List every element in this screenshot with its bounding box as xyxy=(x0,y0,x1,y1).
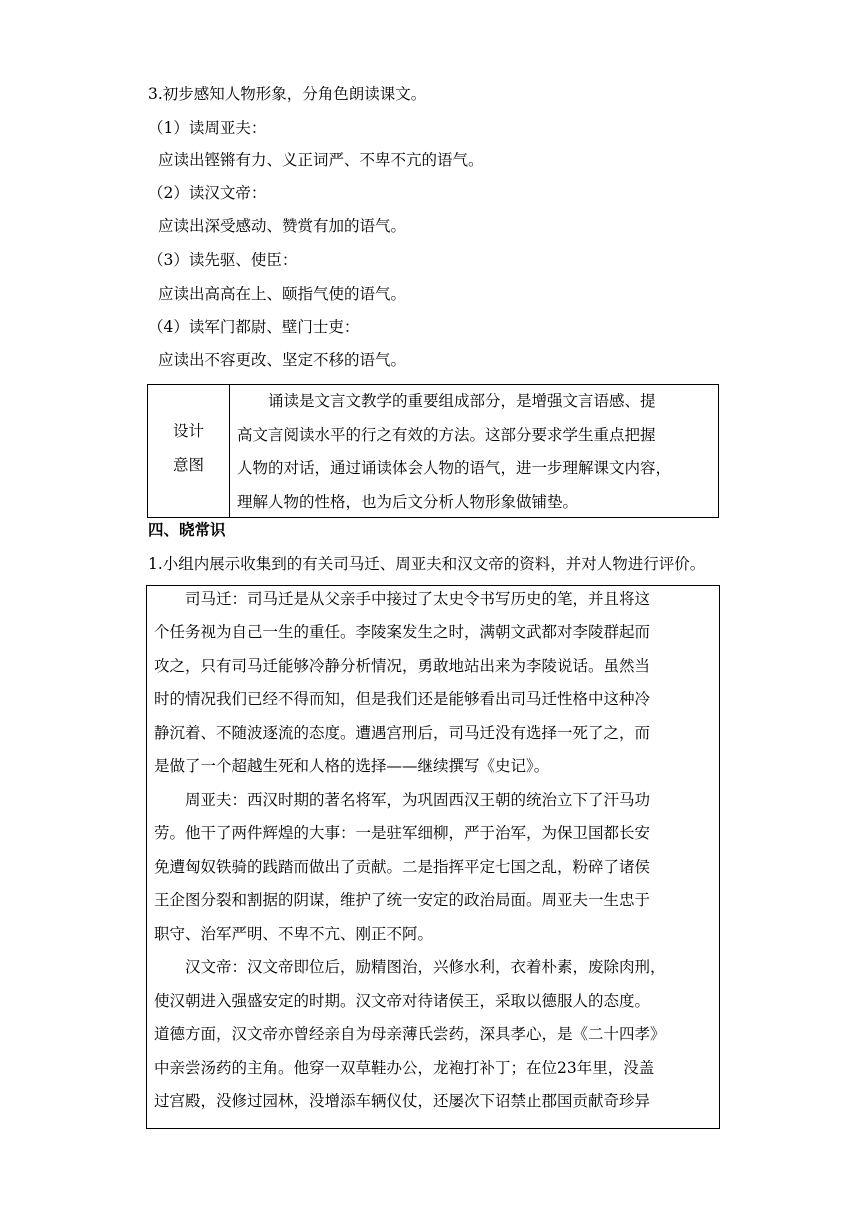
info-line: 周亚夫：西汉时期的著名将军，为巩固西汉王朝的统治立下了汗马功 xyxy=(154,791,651,809)
info-line: 劳。他干了两件辉煌的大事：一是驻军细柳，严于治军，为保卫国都长安 xyxy=(154,824,651,842)
design-text-line: 高文言阅读水平的行之有效的方法。这部分要求学生重点把握 xyxy=(237,425,656,444)
design-text-line: 理解人物的性格，也为后文分析人物形象做铺垫。 xyxy=(237,492,579,511)
item3-desc: 应读出高高在上、颐指气使的语气。 xyxy=(158,285,407,303)
design-text-line: 诵读是文言文教学的重要组成部分，是增强文言语感、提 xyxy=(237,392,656,410)
info-line: 使汉朝进入强盛安定的时期。汉文帝对待诸侯王，采取以德服人的态度。 xyxy=(154,992,651,1010)
info-line: 免遭匈奴铁骑的践踏而做出了贡献。二是指挥平定七国之乱，粉碎了诸侯 xyxy=(154,858,651,876)
info-line: 司马迁：司马迁是从父亲手中接过了太史令书写历史的笔，并且将这 xyxy=(154,590,651,608)
design-label-2: 意图 xyxy=(172,456,204,474)
info-line: 道德方面，汉文帝亦曾经亲自为母亲薄氏尝药，深具孝心，是《二十四孝》 xyxy=(154,1025,666,1043)
item2-label: （2）读汉文帝： xyxy=(148,184,267,202)
info-line: 静沉着、不随波逐流的态度。遭遇宫刑后，司马迁没有选择一死了之，而 xyxy=(154,724,651,742)
info-line: 王企图分裂和割据的阴谋，维护了统一安定的政治局面。周亚夫一生忠于 xyxy=(154,891,651,909)
section4-question: 1.小组内展示收集到的有关司马迁、周亚夫和汉文帝的资料，并对人物进行评价。 xyxy=(148,555,706,573)
character-info-box xyxy=(146,585,720,1129)
info-line: 中亲尝汤药的主角。他穿一双草鞋办公，龙袍打补丁；在位23年里，没盖 xyxy=(154,1059,655,1077)
item1-desc: 应读出铿锵有力、义正词严、不卑不亢的语气。 xyxy=(158,151,484,169)
item2-desc: 应读出深受感动、赞赏有加的语气。 xyxy=(158,217,407,235)
info-line: 职守、治军严明、不卑不亢、刚正不阿。 xyxy=(154,925,434,943)
section4-heading: 四、晓常识 xyxy=(148,521,226,539)
info-line: 时的情况我们已经不得而知，但是我们还是能够看出司马迁性格中这种冷 xyxy=(154,690,651,708)
info-line: 个任务视为自己一生的重任。李陵案发生之时，满朝文武都对李陵群起而 xyxy=(154,623,651,641)
design-text-line: 人物的对话，通过诵读体会人物的语气，进一步理解课文内容， xyxy=(237,459,672,477)
item4-desc: 应读出不容更改、坚定不移的语气。 xyxy=(158,351,407,369)
box-divider xyxy=(229,385,230,517)
info-line: 是做了一个超越生死和人格的选择——继续撰写《史记》。 xyxy=(154,757,550,775)
info-line: 过宫殿，没修过园林，没增添车辆仪仗，还屡次下诏禁止郡国贡献奇珍异 xyxy=(154,1092,651,1110)
info-line: 攻之，只有司马迁能够冷静分析情况，勇敢地站出来为李陵说话。虽然当 xyxy=(154,657,651,675)
item1-label: （1）读周亚夫： xyxy=(148,119,267,137)
item4-label: （4）读军门都尉、壁门士吏： xyxy=(148,318,360,336)
design-intent-text xyxy=(237,385,712,519)
item3-label: （3）读先驱、使臣： xyxy=(148,251,298,269)
design-label-1: 设计 xyxy=(172,422,204,440)
section3-title: 3.初步感知人物形象，分角色朗读课文。 xyxy=(148,85,427,103)
info-line: 汉文帝：汉文帝即位后，励精图治，兴修水利，衣着朴素，废除肉刑， xyxy=(154,958,666,976)
design-intent-box xyxy=(147,384,719,518)
